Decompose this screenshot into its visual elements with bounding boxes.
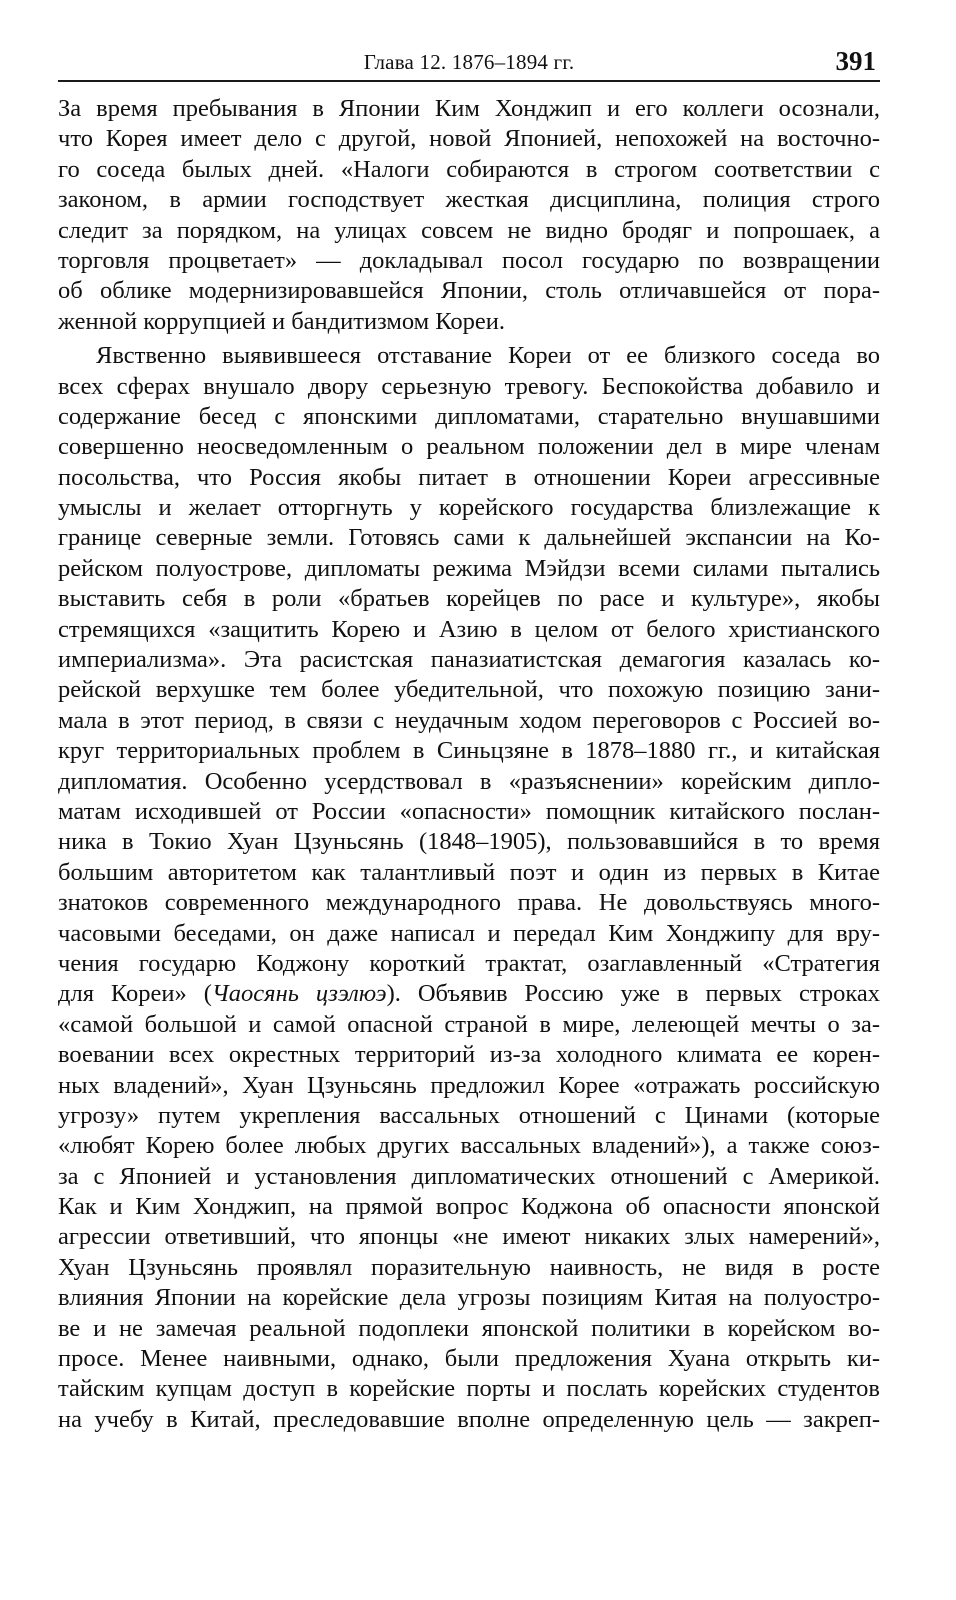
text-line: агрессии ответивший, что японцы «не имеют никаких злых намерений», <box>58 1223 880 1251</box>
text-line: «любят Корею более любых других вассальных владений»), а также союз- <box>58 1132 880 1160</box>
text-line: Как и Ким Хонджип, на прямой вопрос Коджона об опасности японской <box>58 1193 880 1221</box>
text-line: торговля процветает» — докладывал посол государю по возвращении <box>58 246 880 274</box>
text-line-with-italic-title <box>58 979 880 1009</box>
text-line: Хуан Цзуньсянь проявлял поразительную наивность, не видя в росте <box>58 1253 880 1281</box>
text-line: умыслы и желает отторгнуть у корейского государства близлежащие к <box>58 494 880 522</box>
text-line: го соседа былых дней. «Налоги собираются в строгом соответствии с <box>58 155 880 183</box>
text-line: следит за порядком, на улицах совсем не видно бродяг и попрошаек, а <box>58 216 880 244</box>
text-line: матам исходившей от России «опасности» помощник китайского послан- <box>58 797 880 825</box>
text-line: ве и не замечая реальной подоплеки японской политики в корейском во- <box>58 1314 880 1342</box>
text-segment: ). Объявив Россию уже в первых строках <box>386 980 880 1008</box>
paragraph-1 <box>58 94 880 337</box>
text-line: всех сферах внушало двору серьезную тревогу. Беспокойства добавило и <box>58 372 880 400</box>
chapter-title: Глава 12. 1876–1894 гг. <box>363 50 575 74</box>
text-line: стремящихся «защитить Корею и Азию в целом от белого христианского <box>58 615 880 643</box>
text-segment: для Кореи» ( <box>58 980 212 1008</box>
text-line: содержание бесед с японскими дипломатами, старательно внушавшими <box>58 402 880 430</box>
text-line: «самой большой и самой опасной страной в мире, лелеющей мечты о за- <box>58 1010 880 1038</box>
text-line: тайским купцам доступ в корейские порты и послать корейских студентов <box>58 1375 880 1403</box>
text-line: об облике модернизировавшейся Японии, столь отличавшейся от пора- <box>58 277 880 305</box>
text-line: империализма». Эта расистская паназиатистская демагогия казалась ко- <box>58 646 880 674</box>
text-line: рейском полуострове, дипломаты режима Мэйдзи всеми силами пытались <box>58 554 880 582</box>
text-line: воевании всех окрестных территорий из-за холодного климата ее корен- <box>58 1041 880 1069</box>
text-line: круг территориальных проблем в Синьцзяне в 1878–1880 гг., и китайская <box>58 737 880 765</box>
text-line: посольства, что Россия якобы питает в отношении Кореи агрессивные <box>58 463 880 491</box>
text-line: совершенно неосведомленным о реальном положении дел в мире членам <box>58 433 880 461</box>
text-line: За время пребывания в Японии Ким Хонджип и его коллеги осознали, <box>58 95 880 122</box>
italic-title: Чаосянь цзэлюэ <box>211 980 387 1008</box>
running-header <box>58 44 880 82</box>
text-line: угрозу» путем укрепления вассальных отношений с Цинами (которые <box>58 1101 880 1129</box>
text-line: что Корея имеет дело с другой, новой Японией, непохожей на восточно- <box>58 125 880 153</box>
body-text <box>58 94 880 1435</box>
text-line: ных владений», Хуан Цзуньсянь предложил Корее «отражать российскую <box>58 1071 880 1099</box>
book-page <box>58 44 880 1435</box>
text-line: выставить себя в роли «братьев корейцев по расе и культуре», якобы <box>58 585 880 613</box>
text-line: рейской верхушке тем более убедительной, что похожую позицию зани- <box>58 676 880 704</box>
text-line: часовыми беседами, он даже написал и передал Ким Хонджипу для вру- <box>58 919 880 947</box>
text-line: за с Японией и установления дипломатических отношений с Америкой. <box>58 1162 880 1190</box>
text-line: на учебу в Китай, преследовавшие вполне определенную цель — закреп- <box>58 1405 880 1433</box>
text-line: влияния Японии на корейские дела угрозы позициям Китая на полуостро- <box>58 1284 880 1312</box>
text-line: чения государю Коджону короткий трактат, озаглавленный «Стратегия <box>58 949 880 977</box>
page-number: 391 <box>835 46 876 76</box>
text-line: знатоков современного международного права. Не довольствуясь много- <box>58 889 880 917</box>
paragraph-2 <box>58 341 880 1435</box>
text-line: мала в этот период, в связи с неудачным ходом переговоров с Россией во- <box>58 706 880 734</box>
text-line: ника в Токио Хуан Цзуньсянь (1848–1905), пользовавшийся в то время <box>58 828 880 856</box>
text-line: законом, в армии господствует жесткая дисциплина, полиция строго <box>58 186 880 214</box>
text-line: границе северные земли. Готовясь сами к дальнейшей экспансии на Ко- <box>58 524 880 552</box>
text-line: просе. Менее наивными, однако, были предложения Хуана открыть ки- <box>58 1345 880 1373</box>
text-line: большим авторитетом как талантливый поэт и один из первых в Китае <box>58 858 880 886</box>
text-line: женной коррупцией и бандитизмом Кореи. <box>58 307 506 335</box>
text-line: Явственно выявившееся отставание Кореи от ее близкого соседа во <box>96 342 880 370</box>
text-line: дипломатия. Особенно усердствовал в «разъяснении» корейским дипло- <box>58 767 880 795</box>
